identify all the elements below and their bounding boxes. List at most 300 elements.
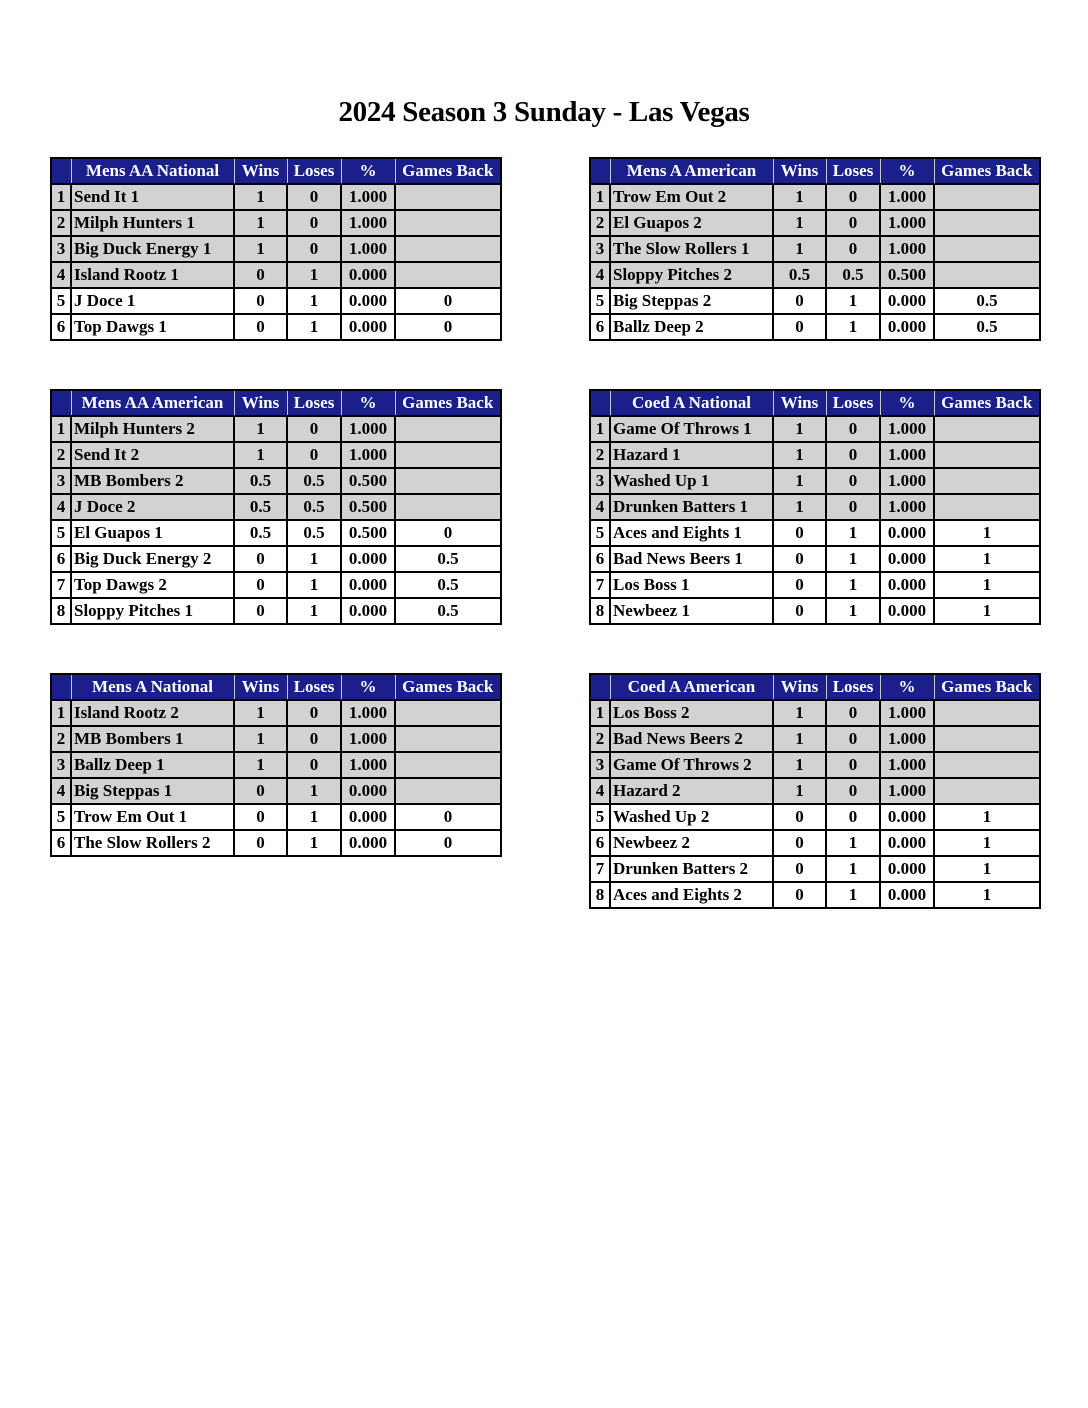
games-back-cell bbox=[934, 752, 1040, 778]
team-name-cell: Washed Up 1 bbox=[610, 468, 773, 494]
column-header-pct: % bbox=[341, 674, 395, 700]
table-row bbox=[51, 314, 501, 340]
standings-table-coed-a-national bbox=[589, 389, 1041, 625]
loses-cell: 1 bbox=[826, 572, 880, 598]
pct-cell: 1.000 bbox=[341, 210, 395, 236]
table-row bbox=[51, 726, 501, 752]
column-header-wins: Wins bbox=[234, 158, 287, 184]
header-rank-blank bbox=[51, 390, 71, 416]
header-rank-blank bbox=[590, 674, 610, 700]
pct-cell: 1.000 bbox=[341, 442, 395, 468]
games-back-cell: 0.5 bbox=[395, 598, 501, 624]
games-back-cell: 0.5 bbox=[934, 288, 1040, 314]
rank-cell: 5 bbox=[51, 804, 71, 830]
column-header-loses: Loses bbox=[287, 390, 341, 416]
column-header-pct: % bbox=[880, 390, 934, 416]
header-rank-blank bbox=[51, 674, 71, 700]
team-name-cell: Aces and Eights 2 bbox=[610, 882, 773, 908]
pct-cell: 1.000 bbox=[880, 468, 934, 494]
games-back-cell bbox=[934, 262, 1040, 288]
games-back-cell: 1 bbox=[934, 546, 1040, 572]
team-name-cell: Washed Up 2 bbox=[610, 804, 773, 830]
rank-cell: 6 bbox=[51, 314, 71, 340]
team-name-cell: Bad News Beers 2 bbox=[610, 726, 773, 752]
team-name-cell: Drunken Batters 1 bbox=[610, 494, 773, 520]
rank-cell: 6 bbox=[51, 546, 71, 572]
column-header-games-back: Games Back bbox=[934, 158, 1040, 184]
team-name-cell: Big Duck Energy 2 bbox=[71, 546, 234, 572]
pct-cell: 0.000 bbox=[880, 830, 934, 856]
standings-table-coed-a-american bbox=[589, 673, 1041, 909]
wins-cell: 1 bbox=[234, 416, 287, 442]
pct-cell: 1.000 bbox=[880, 416, 934, 442]
wins-cell: 0 bbox=[234, 830, 287, 856]
team-name-cell: J Doce 1 bbox=[71, 288, 234, 314]
loses-cell: 1 bbox=[826, 856, 880, 882]
team-name-cell: The Slow Rollers 2 bbox=[71, 830, 234, 856]
table-row bbox=[51, 210, 501, 236]
wins-cell: 0.5 bbox=[234, 520, 287, 546]
wins-cell: 1 bbox=[773, 442, 826, 468]
games-back-cell: 0 bbox=[395, 830, 501, 856]
rank-cell: 4 bbox=[590, 778, 610, 804]
table-row bbox=[51, 572, 501, 598]
team-name-cell: Top Dawgs 1 bbox=[71, 314, 234, 340]
rank-cell: 3 bbox=[590, 468, 610, 494]
column-header-pct: % bbox=[880, 158, 934, 184]
team-name-cell: J Doce 2 bbox=[71, 494, 234, 520]
wins-cell: 1 bbox=[773, 700, 826, 726]
pct-cell: 1.000 bbox=[880, 778, 934, 804]
pct-cell: 0.000 bbox=[880, 520, 934, 546]
games-back-cell bbox=[395, 442, 501, 468]
rank-cell: 2 bbox=[590, 442, 610, 468]
wins-cell: 1 bbox=[234, 210, 287, 236]
loses-cell: 1 bbox=[826, 520, 880, 546]
rank-cell: 4 bbox=[590, 494, 610, 520]
rank-cell: 1 bbox=[51, 700, 71, 726]
games-back-cell: 1 bbox=[934, 572, 1040, 598]
column-header-games-back: Games Back bbox=[934, 390, 1040, 416]
column-header-wins: Wins bbox=[773, 158, 826, 184]
games-back-cell: 0 bbox=[395, 288, 501, 314]
team-name-cell: Send It 1 bbox=[71, 184, 234, 210]
team-name-cell: Hazard 2 bbox=[610, 778, 773, 804]
games-back-cell bbox=[395, 184, 501, 210]
pct-cell: 1.000 bbox=[880, 752, 934, 778]
loses-cell: 0.5 bbox=[287, 494, 341, 520]
games-back-cell: 1 bbox=[934, 598, 1040, 624]
rank-cell: 4 bbox=[51, 494, 71, 520]
games-back-cell bbox=[934, 210, 1040, 236]
standings-table-mens-aa-national bbox=[50, 157, 502, 341]
games-back-cell: 0 bbox=[395, 520, 501, 546]
pct-cell: 0.000 bbox=[880, 314, 934, 340]
rank-cell: 8 bbox=[590, 598, 610, 624]
table-row bbox=[51, 830, 501, 856]
pct-cell: 0.000 bbox=[880, 882, 934, 908]
wins-cell: 0.5 bbox=[234, 468, 287, 494]
team-name-cell: Los Boss 1 bbox=[610, 572, 773, 598]
pct-cell: 1.000 bbox=[880, 184, 934, 210]
loses-cell: 0 bbox=[826, 236, 880, 262]
table-row bbox=[590, 236, 1040, 262]
team-name-cell: Ballz Deep 1 bbox=[71, 752, 234, 778]
wins-cell: 0 bbox=[773, 882, 826, 908]
rank-cell: 1 bbox=[51, 184, 71, 210]
wins-cell: 0 bbox=[773, 830, 826, 856]
table-row bbox=[590, 882, 1040, 908]
wins-cell: 0 bbox=[234, 804, 287, 830]
games-back-cell bbox=[934, 494, 1040, 520]
table-row bbox=[590, 546, 1040, 572]
rank-cell: 2 bbox=[590, 726, 610, 752]
rank-cell: 3 bbox=[51, 752, 71, 778]
loses-cell: 0 bbox=[826, 778, 880, 804]
games-back-cell bbox=[934, 726, 1040, 752]
wins-cell: 1 bbox=[234, 236, 287, 262]
column-header-loses: Loses bbox=[287, 674, 341, 700]
pct-cell: 0.000 bbox=[341, 572, 395, 598]
table-row bbox=[51, 416, 501, 442]
games-back-cell bbox=[395, 726, 501, 752]
standings-table-mens-a-national bbox=[50, 673, 502, 857]
team-name-cell: MB Bombers 1 bbox=[71, 726, 234, 752]
table-row bbox=[590, 778, 1040, 804]
column-header-wins: Wins bbox=[773, 390, 826, 416]
wins-cell: 1 bbox=[773, 184, 826, 210]
wins-cell: 1 bbox=[773, 236, 826, 262]
team-name-cell: Los Boss 2 bbox=[610, 700, 773, 726]
rank-cell: 5 bbox=[51, 520, 71, 546]
table-row bbox=[51, 236, 501, 262]
division-name: Coed A National bbox=[610, 390, 773, 416]
games-back-cell: 1 bbox=[934, 804, 1040, 830]
loses-cell: 0 bbox=[826, 442, 880, 468]
pct-cell: 1.000 bbox=[880, 210, 934, 236]
pct-cell: 0.000 bbox=[341, 598, 395, 624]
rank-cell: 5 bbox=[51, 288, 71, 314]
column-header-pct: % bbox=[341, 390, 395, 416]
team-name-cell: Game Of Throws 1 bbox=[610, 416, 773, 442]
loses-cell: 0 bbox=[826, 752, 880, 778]
games-back-cell: 1 bbox=[934, 520, 1040, 546]
table-row bbox=[590, 442, 1040, 468]
team-name-cell: Milph Hunters 2 bbox=[71, 416, 234, 442]
table-row bbox=[590, 856, 1040, 882]
pct-cell: 1.000 bbox=[341, 700, 395, 726]
table-row bbox=[590, 752, 1040, 778]
pct-cell: 1.000 bbox=[880, 700, 934, 726]
loses-cell: 1 bbox=[826, 546, 880, 572]
team-name-cell: Big Duck Energy 1 bbox=[71, 236, 234, 262]
table-row bbox=[590, 726, 1040, 752]
wins-cell: 0 bbox=[773, 520, 826, 546]
loses-cell: 0.5 bbox=[287, 520, 341, 546]
wins-cell: 1 bbox=[773, 494, 826, 520]
loses-cell: 1 bbox=[826, 830, 880, 856]
column-header-loses: Loses bbox=[287, 158, 341, 184]
loses-cell: 1 bbox=[287, 804, 341, 830]
team-name-cell: Sloppy Pitches 1 bbox=[71, 598, 234, 624]
rank-cell: 3 bbox=[590, 752, 610, 778]
wins-cell: 1 bbox=[234, 752, 287, 778]
rank-cell: 1 bbox=[51, 416, 71, 442]
column-header-wins: Wins bbox=[773, 674, 826, 700]
table-row bbox=[590, 416, 1040, 442]
team-name-cell: MB Bombers 2 bbox=[71, 468, 234, 494]
loses-cell: 0 bbox=[826, 494, 880, 520]
rank-cell: 6 bbox=[590, 546, 610, 572]
wins-cell: 0 bbox=[773, 288, 826, 314]
pct-cell: 0.000 bbox=[880, 804, 934, 830]
pct-cell: 1.000 bbox=[341, 726, 395, 752]
loses-cell: 0.5 bbox=[826, 262, 880, 288]
pct-cell: 0.500 bbox=[880, 262, 934, 288]
loses-cell: 1 bbox=[287, 314, 341, 340]
loses-cell: 0 bbox=[826, 726, 880, 752]
loses-cell: 1 bbox=[287, 546, 341, 572]
pct-cell: 0.500 bbox=[341, 520, 395, 546]
team-name-cell: Trow Em Out 1 bbox=[71, 804, 234, 830]
team-name-cell: Hazard 1 bbox=[610, 442, 773, 468]
games-back-cell bbox=[395, 468, 501, 494]
column-header-games-back: Games Back bbox=[395, 158, 501, 184]
rank-cell: 1 bbox=[590, 184, 610, 210]
loses-cell: 1 bbox=[287, 262, 341, 288]
games-back-cell bbox=[934, 700, 1040, 726]
division-name: Mens AA National bbox=[71, 158, 234, 184]
table-row bbox=[51, 184, 501, 210]
loses-cell: 1 bbox=[287, 830, 341, 856]
games-back-cell: 0 bbox=[395, 804, 501, 830]
games-back-cell bbox=[395, 752, 501, 778]
games-back-cell bbox=[395, 236, 501, 262]
team-name-cell: Big Steppas 2 bbox=[610, 288, 773, 314]
rank-cell: 1 bbox=[590, 700, 610, 726]
games-back-cell bbox=[395, 778, 501, 804]
rank-cell: 2 bbox=[51, 726, 71, 752]
column-header-games-back: Games Back bbox=[934, 674, 1040, 700]
wins-cell: 0 bbox=[773, 546, 826, 572]
team-name-cell: El Guapos 1 bbox=[71, 520, 234, 546]
team-name-cell: Milph Hunters 1 bbox=[71, 210, 234, 236]
wins-cell: 0 bbox=[773, 572, 826, 598]
column-header-loses: Loses bbox=[826, 674, 880, 700]
loses-cell: 0 bbox=[826, 804, 880, 830]
rank-cell: 6 bbox=[51, 830, 71, 856]
table-row bbox=[590, 572, 1040, 598]
games-back-cell bbox=[395, 700, 501, 726]
loses-cell: 1 bbox=[826, 288, 880, 314]
wins-cell: 0 bbox=[234, 546, 287, 572]
wins-cell: 1 bbox=[773, 416, 826, 442]
loses-cell: 1 bbox=[287, 598, 341, 624]
loses-cell: 1 bbox=[287, 572, 341, 598]
loses-cell: 0 bbox=[287, 210, 341, 236]
loses-cell: 0 bbox=[287, 184, 341, 210]
table-row bbox=[590, 804, 1040, 830]
pct-cell: 0.000 bbox=[341, 262, 395, 288]
team-name-cell: Trow Em Out 2 bbox=[610, 184, 773, 210]
column-header-loses: Loses bbox=[826, 158, 880, 184]
header-rank-blank bbox=[590, 390, 610, 416]
team-name-cell: The Slow Rollers 1 bbox=[610, 236, 773, 262]
games-back-cell bbox=[395, 262, 501, 288]
wins-cell: 1 bbox=[234, 700, 287, 726]
table-row bbox=[590, 598, 1040, 624]
loses-cell: 1 bbox=[826, 598, 880, 624]
games-back-cell: 0 bbox=[395, 314, 501, 340]
division-name: Mens AA American bbox=[71, 390, 234, 416]
pct-cell: 0.500 bbox=[341, 468, 395, 494]
loses-cell: 0 bbox=[287, 700, 341, 726]
wins-cell: 0 bbox=[773, 598, 826, 624]
games-back-cell bbox=[395, 416, 501, 442]
rank-cell: 8 bbox=[590, 882, 610, 908]
games-back-cell: 0.5 bbox=[934, 314, 1040, 340]
wins-cell: 1 bbox=[773, 778, 826, 804]
table-row bbox=[590, 288, 1040, 314]
pct-cell: 1.000 bbox=[880, 494, 934, 520]
rank-cell: 7 bbox=[51, 572, 71, 598]
team-name-cell: El Guapos 2 bbox=[610, 210, 773, 236]
table-row bbox=[590, 314, 1040, 340]
wins-cell: 0 bbox=[234, 314, 287, 340]
team-name-cell: Newbeez 2 bbox=[610, 830, 773, 856]
table-row bbox=[590, 700, 1040, 726]
loses-cell: 1 bbox=[287, 288, 341, 314]
loses-cell: 0 bbox=[287, 752, 341, 778]
table-row bbox=[51, 262, 501, 288]
rank-cell: 2 bbox=[51, 442, 71, 468]
table-row bbox=[51, 546, 501, 572]
wins-cell: 1 bbox=[234, 726, 287, 752]
pct-cell: 1.000 bbox=[341, 752, 395, 778]
rank-cell: 5 bbox=[590, 288, 610, 314]
rank-cell: 8 bbox=[51, 598, 71, 624]
pct-cell: 1.000 bbox=[341, 184, 395, 210]
pct-cell: 0.000 bbox=[341, 778, 395, 804]
rank-cell: 3 bbox=[51, 236, 71, 262]
pct-cell: 0.000 bbox=[341, 314, 395, 340]
pct-cell: 1.000 bbox=[880, 726, 934, 752]
table-row bbox=[51, 288, 501, 314]
wins-cell: 0 bbox=[773, 804, 826, 830]
standings-table-mens-a-american bbox=[589, 157, 1041, 341]
standings-table-mens-aa-american bbox=[50, 389, 502, 625]
pct-cell: 0.000 bbox=[880, 572, 934, 598]
wins-cell: 1 bbox=[773, 468, 826, 494]
team-name-cell: Bad News Beers 1 bbox=[610, 546, 773, 572]
pct-cell: 0.000 bbox=[880, 546, 934, 572]
rank-cell: 3 bbox=[590, 236, 610, 262]
column-header-pct: % bbox=[880, 674, 934, 700]
pct-cell: 0.000 bbox=[880, 598, 934, 624]
table-row bbox=[51, 778, 501, 804]
rank-cell: 5 bbox=[590, 520, 610, 546]
loses-cell: 0 bbox=[287, 236, 341, 262]
table-row bbox=[590, 210, 1040, 236]
team-name-cell: Drunken Batters 2 bbox=[610, 856, 773, 882]
pct-cell: 1.000 bbox=[880, 442, 934, 468]
pct-cell: 0.000 bbox=[341, 804, 395, 830]
pct-cell: 0.000 bbox=[880, 856, 934, 882]
table-row bbox=[590, 494, 1040, 520]
games-back-cell bbox=[395, 494, 501, 520]
loses-cell: 0 bbox=[287, 416, 341, 442]
column-header-games-back: Games Back bbox=[395, 390, 501, 416]
loses-cell: 1 bbox=[826, 882, 880, 908]
loses-cell: 0 bbox=[826, 700, 880, 726]
team-name-cell: Island Rootz 2 bbox=[71, 700, 234, 726]
table-row bbox=[51, 468, 501, 494]
rank-cell: 3 bbox=[51, 468, 71, 494]
wins-cell: 0 bbox=[234, 778, 287, 804]
team-name-cell: Big Steppas 1 bbox=[71, 778, 234, 804]
wins-cell: 0 bbox=[234, 288, 287, 314]
rank-cell: 7 bbox=[590, 572, 610, 598]
loses-cell: 1 bbox=[826, 314, 880, 340]
pct-cell: 0.500 bbox=[341, 494, 395, 520]
loses-cell: 0 bbox=[826, 184, 880, 210]
games-back-cell: 0.5 bbox=[395, 546, 501, 572]
table-row bbox=[590, 184, 1040, 210]
pct-cell: 1.000 bbox=[880, 236, 934, 262]
wins-cell: 1 bbox=[773, 726, 826, 752]
team-name-cell: Ballz Deep 2 bbox=[610, 314, 773, 340]
division-name: Mens A National bbox=[71, 674, 234, 700]
games-back-cell bbox=[934, 778, 1040, 804]
games-back-cell bbox=[934, 468, 1040, 494]
team-name-cell: Send It 2 bbox=[71, 442, 234, 468]
wins-cell: 0.5 bbox=[773, 262, 826, 288]
pct-cell: 1.000 bbox=[341, 416, 395, 442]
rank-cell: 4 bbox=[51, 262, 71, 288]
games-back-cell: 1 bbox=[934, 882, 1040, 908]
rank-cell: 5 bbox=[590, 804, 610, 830]
loses-cell: 1 bbox=[287, 778, 341, 804]
table-row bbox=[590, 830, 1040, 856]
wins-cell: 0 bbox=[234, 598, 287, 624]
column-header-games-back: Games Back bbox=[395, 674, 501, 700]
column-header-wins: Wins bbox=[234, 390, 287, 416]
rank-cell: 6 bbox=[590, 830, 610, 856]
wins-cell: 1 bbox=[234, 442, 287, 468]
rank-cell: 1 bbox=[590, 416, 610, 442]
games-back-cell bbox=[934, 416, 1040, 442]
pct-cell: 1.000 bbox=[341, 236, 395, 262]
table-row bbox=[590, 262, 1040, 288]
rank-cell: 4 bbox=[590, 262, 610, 288]
team-name-cell: Top Dawgs 2 bbox=[71, 572, 234, 598]
table-row bbox=[51, 442, 501, 468]
column-header-wins: Wins bbox=[234, 674, 287, 700]
team-name-cell: Aces and Eights 1 bbox=[610, 520, 773, 546]
loses-cell: 0 bbox=[826, 416, 880, 442]
division-name: Mens A American bbox=[610, 158, 773, 184]
wins-cell: 0 bbox=[234, 572, 287, 598]
rank-cell: 2 bbox=[51, 210, 71, 236]
rank-cell: 6 bbox=[590, 314, 610, 340]
games-back-cell: 0.5 bbox=[395, 572, 501, 598]
table-row bbox=[51, 520, 501, 546]
loses-cell: 0 bbox=[826, 468, 880, 494]
games-back-cell: 1 bbox=[934, 856, 1040, 882]
table-row bbox=[590, 520, 1040, 546]
team-name-cell: Game Of Throws 2 bbox=[610, 752, 773, 778]
table-row bbox=[51, 494, 501, 520]
